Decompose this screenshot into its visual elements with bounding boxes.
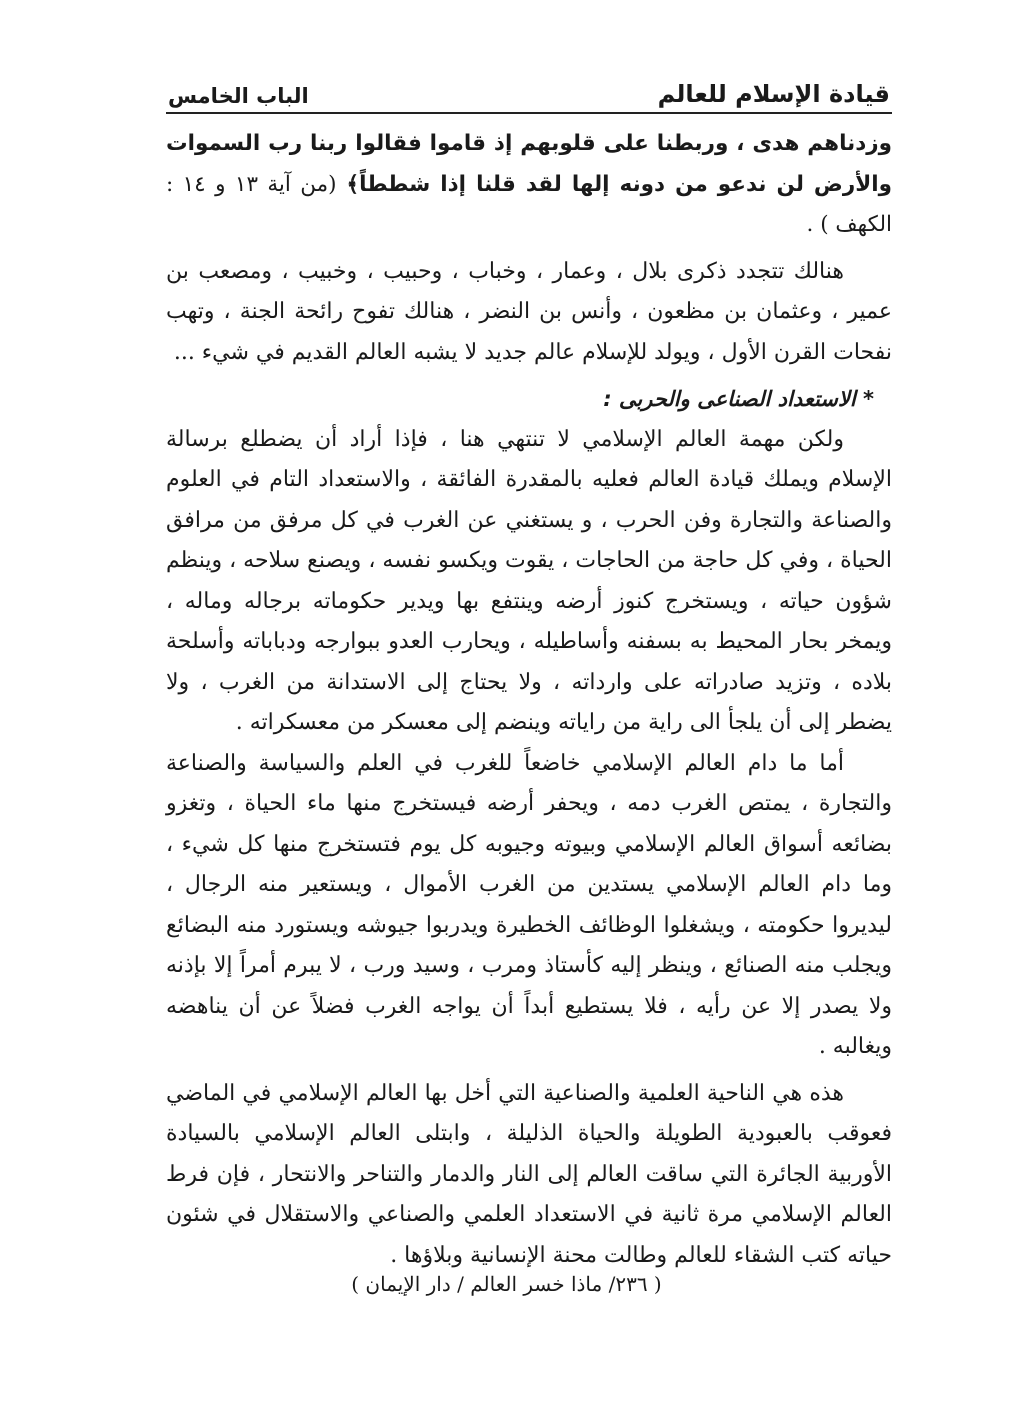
paragraph-2: ولكن مهمة العالم الإسلامي لا تنتهي هنا ، فإذا أراد أن يضطلع برسالة الإسلام ويملك قيادة العالم فعليه بالمقدرة الفائقة ، والاستعداد التام في العلوم والصناعة والتجارة وفن الحرب ، و يستغني عن الغرب في كل مرفق من مرافق الحياة ، وفي كل حاجة من الحاجات ، يقوت ويكسو نفسه ، ويصنع سلاحه ، وينظم شؤون حياته ، ويستخرج كنوز أرضه وينتفع بها ويدير حكوماته برجاله وماله ، ويمخر بحار المحيط به بسفنه وأساطيله ، ويحارب العدو ببوارجه ودباباته وأسلحة بلاده ، وتزيد صادراته على وارداته ، ولا يحتاج إلى الاستدانة من الغرب ، ولا يضطر إلى أن يلجأ الى راية من راياته وينضم إلى معسكر من معسكراته . [166,426,892,735]
verse-text: وزدناهم هدى ، وربطنا على قلوبهم إذ قاموا فقالوا ربنا رب السموات والأرض لن ندعو من دونه إلها لقد قلنا إذا شططاً﴾ [166,131,892,197]
paragraph-3: أما ما دام العالم الإسلامي خاضعاً للغرب في العلم والسياسة والصناعة والتجارة ، يمتص الغرب دمه ، ويحفر أرضه فيستخرج منها ماء الحياة ، وتغزو بضائعه أسواق العالم الإسلامي وبيوته وجيوبه كل يوم فتستخرج منها كل شيء ، وما دام العالم الإسلامي يستدين من الغرب الأموال ، ويستعير منه الرجال ، ليديروا حكومته ، ويشغلوا الوظائف الخطيرة ويدربوا جيوشه ويستورد منه البضائع ويجلب منه الصنائع ، وينظر إليه كأستاذ ومرب ، وسيد ورب ، لا يبرم أمراً إلا بإذنه ولا يصدر إلا عن رأيه ، فلا يستطيع أبداً أن يواجه الغرب فضلاً عن أن يناهضه ويغالبه . [166,750,892,1059]
page-footer: ( ٢٣٦/ ماذا خسر العالم / دار الإيمان ) [351,1272,662,1296]
section-heading: * الاستعداد الصناعى والحربى : [603,387,874,411]
quran-verse [166,124,892,246]
body-text [166,124,892,1276]
paragraph-1: هنالك تتجدد ذكرى بلال ، وعمار ، وخباب ، وحبيب ، وخبيب ، ومصعب بن عمير ، وعثمان بن مظعون ، وأنس بن النضر ، هنالك تفوح رائحة الجنة ، وتهب نفحات القرن الأول ، ويولد للإسلام عالم جديد لا يشبه العالم القديم في شيء ... [166,258,892,365]
running-header [168,68,890,108]
chapter-title: الباب الخامس [168,84,309,108]
paragraph-4: هذه هي الناحية العلمية والصناعية التي أخل بها العالم الإسلامي في الماضي فعوقب بالعبودية الطويلة والحياة الذليلة ، وابتلى العالم الإسلامي بالسيادة الأوربية الجائرة التي ساقت العالم إلى النار والدمار والتناحر والانتحار ، فإن فرط العالم الإسلامي مرة ثانية في الاستعداد العلمي والصناعي والاستقلال في شئون حياته كتب الشقاء للعالم وطالت محنة الإنسانية وبلاؤها . [166,1080,892,1268]
book-title: قيادة الإسلام للعالم [657,80,890,108]
verse-reference: (من آية ١٣ و ١٤ : الكهف ) . [166,171,892,237]
header-divider [166,112,892,114]
